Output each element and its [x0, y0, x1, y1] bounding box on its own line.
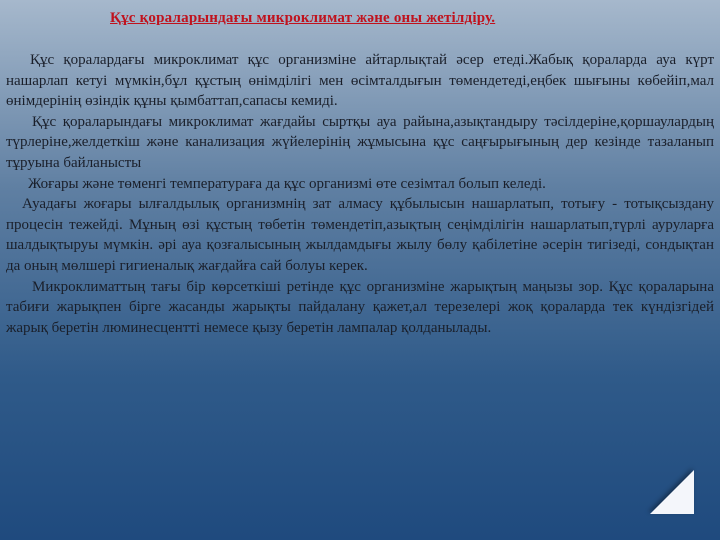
paragraph-1: Құс қоралардағы микроклимат құс организміне айтарлықтай әсер етеді.Жабық қораларда ауа күрт нашарлап кетуі мүмкін,бұл құстың өнімділігі мен өсімталдығын төмендетеді,еңбек шығыны көбейіп,мал өнімдерінің өзіндік құны қымбаттап,сапасы кемиді. [6, 52, 714, 110]
slide-title: Құс қораларындағы микроклимат және оны жетілдіру. [110, 10, 496, 26]
slide-body [6, 50, 714, 338]
paragraph-4: Ауадағы жоғары ылғалдылық организмнің зат алмасу құбылысын нашарлатып, тотығу - тотықсыздану процесін тежейді. Мұның өзі құстың төбетін төмендетіп,азықтың сеңімділігін нашарлатып,түрлі ауруларға шалдықтыруы мүмкін. әрі ауа қозғалысының жылдамдығы жылу бөлу қабілетіне әсерін тигізеді, сондықтан да оның мөлшері гигиеналық жағдайға сай болуы керек. [6, 196, 714, 274]
paragraph-5: Микроклиматтың тағы бір көрсеткіші ретінде құс организміне жарықтың маңызы зор. Құс қораларына табиғи жарықпен бірге жасанды жарықты пайдалану қажет,ал терезелері жоқ қораларда тек күндізгідей жарық беретін люминесцентті немесе қызу беретін лампалар қолданылады. [6, 278, 714, 336]
page-curl-decoration [650, 470, 694, 514]
paragraph-3: Жоғары және төменгі температураға да құс организмі өте сезімтал болып келеді. [28, 175, 546, 192]
paragraph-2: Құс қораларындағы микроклимат жағдайы сыртқы ауа райына,азықтандыру тәсілдеріне,қоршаулардың түрлеріне,желдеткіш және канализация жүйелерінің жұмысына құс саңғырығының дер кезінде тазаланып тұруына байланысты [6, 113, 714, 171]
